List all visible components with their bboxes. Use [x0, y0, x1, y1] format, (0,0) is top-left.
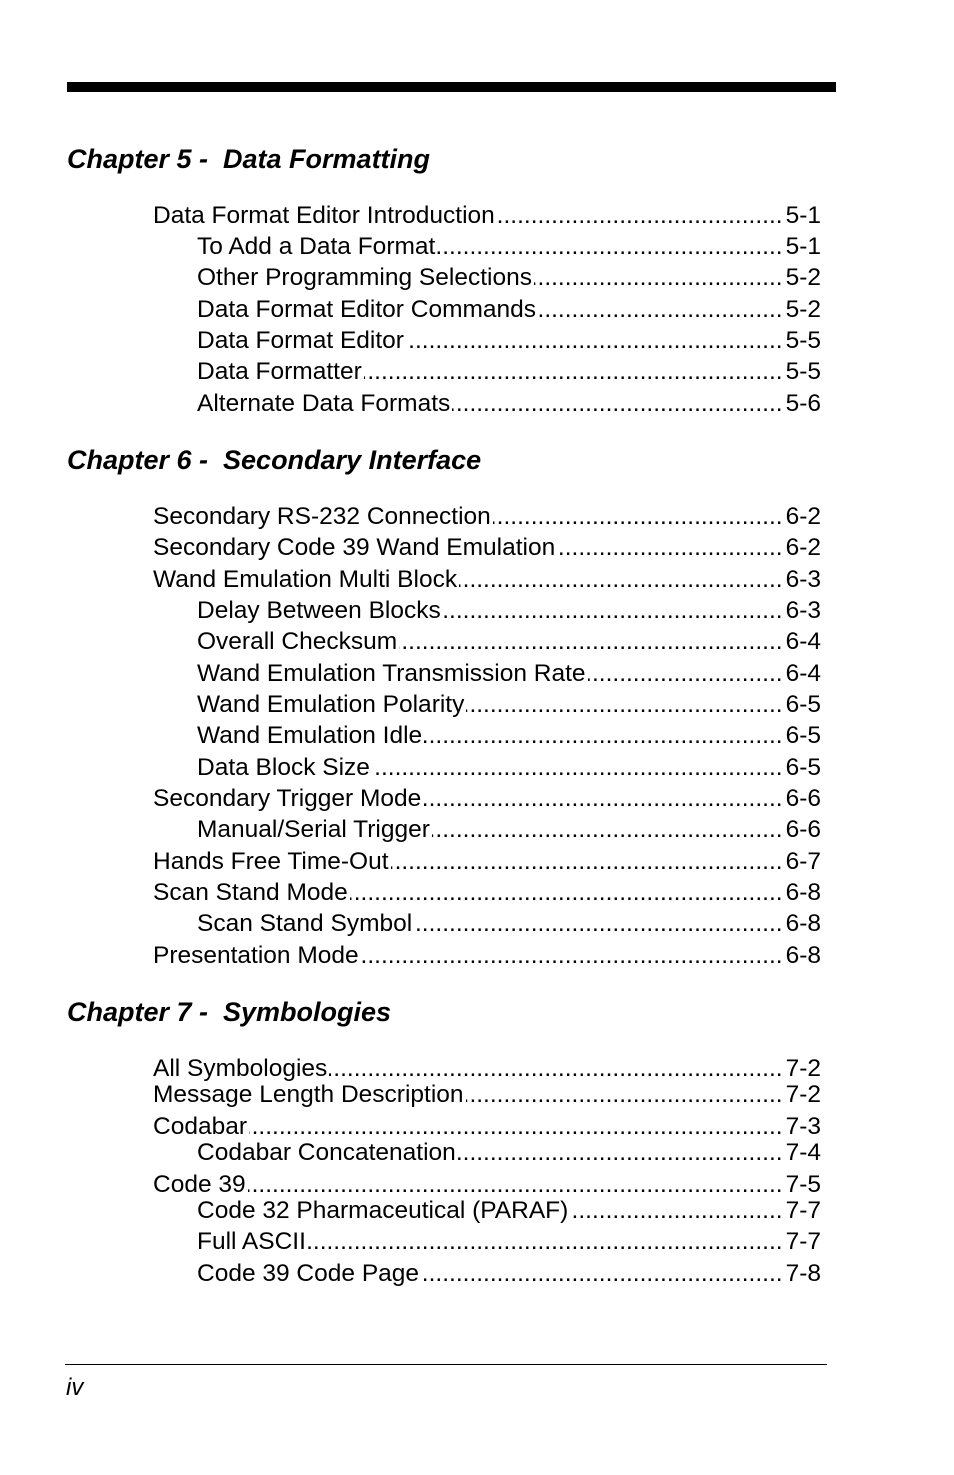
toc-entry[interactable]: [197, 596, 821, 626]
toc-entry-page: 6-3: [785, 566, 821, 593]
dot-leader: [458, 1138, 783, 1168]
dot-leader: [372, 753, 783, 783]
dot-leader: [391, 847, 783, 877]
toc-entry[interactable]: [197, 295, 821, 325]
toc-entry[interactable]: [197, 721, 821, 751]
toc-entry-title: Data Format Editor: [197, 327, 404, 354]
dot-leader: [466, 690, 782, 720]
toc-entry[interactable]: [197, 1138, 821, 1168]
toc-entry-title: Manual/Serial Trigger: [197, 816, 430, 843]
toc-entry[interactable]: [197, 690, 821, 720]
toc-entry[interactable]: [197, 1259, 821, 1289]
dot-leader: [452, 389, 782, 419]
toc-entry[interactable]: [197, 357, 821, 387]
toc-entry-title: Codabar Concatenation: [197, 1139, 456, 1166]
dot-leader: [421, 1259, 783, 1289]
toc-entry[interactable]: [197, 232, 821, 262]
toc-entry-page: 7-8: [785, 1260, 821, 1287]
toc-entry-page: 6-8: [785, 910, 821, 937]
toc-entry-title: Wand Emulation Idle: [197, 722, 423, 749]
dot-leader: [350, 878, 783, 908]
toc-entry[interactable]: [153, 502, 821, 532]
toc-entry-page: 6-2: [785, 534, 821, 561]
toc-entry-page: 7-2: [785, 1055, 821, 1082]
toc-entry-title: Secondary Code 39 Wand Emulation: [153, 534, 556, 561]
toc-entry[interactable]: [197, 627, 821, 657]
dot-leader: [308, 1227, 783, 1257]
toc-entry-page: 6-8: [785, 879, 821, 906]
toc-entry[interactable]: [153, 784, 821, 814]
top-rule: [67, 82, 836, 92]
toc-entry-page: 5-5: [785, 358, 821, 385]
toc-entry-title: Data Block Size: [197, 754, 370, 781]
toc-entry[interactable]: [153, 565, 821, 595]
toc-entry-page: 5-5: [785, 327, 821, 354]
dot-leader: [424, 721, 782, 751]
toc-entry-page: 5-2: [785, 296, 821, 323]
toc-entry[interactable]: [197, 263, 821, 293]
toc-entry-title: Hands Free Time-Out: [153, 848, 389, 875]
toc-entry-page: 5-2: [785, 264, 821, 291]
toc-entry-title: Secondary Trigger Mode: [153, 785, 422, 812]
dot-leader: [414, 909, 782, 939]
toc-entry[interactable]: [197, 815, 821, 845]
toc-entry-page: 6-3: [785, 597, 821, 624]
toc-entry-title: Alternate Data Formats: [197, 390, 451, 417]
toc-entry-title: Code 39 Code Page: [197, 1260, 420, 1287]
chapter-7-heading: Chapter 7 - Symbologies: [67, 997, 392, 1027]
dot-leader: [437, 232, 782, 262]
toc-entry-page: 6-5: [785, 691, 821, 718]
toc-entry-page: 6-5: [785, 722, 821, 749]
toc-entry[interactable]: [153, 201, 821, 231]
toc-entry-title: Data Format Editor Introduction: [153, 202, 495, 229]
toc-entry-title: Secondary RS-232 Connection: [153, 503, 491, 530]
toc-entry-page: 7-2: [785, 1081, 821, 1108]
toc-entry-page: 7-7: [785, 1197, 821, 1224]
toc-entry-page: 6-4: [785, 628, 821, 655]
toc-entry-page: 5-1: [785, 233, 821, 260]
toc-entry[interactable]: [153, 847, 821, 877]
toc-entry-title: Full ASCII: [197, 1228, 306, 1255]
toc-entry-page: 7-5: [785, 1171, 821, 1198]
toc-entry-page: 7-3: [785, 1113, 821, 1140]
toc-entry-title: Code 32 Pharmaceutical (PARAF): [197, 1197, 569, 1224]
toc-entry[interactable]: [197, 909, 821, 939]
toc-entry[interactable]: [197, 389, 821, 419]
dot-leader: [432, 815, 783, 845]
dot-leader: [493, 502, 783, 532]
toc-entry-page: 6-7: [785, 848, 821, 875]
dot-leader: [399, 627, 782, 657]
toc-entry[interactable]: [197, 326, 821, 356]
toc-entry-title: Overall Checksum: [197, 628, 398, 655]
chapter-6-heading: Chapter 6 - Secondary Interface: [67, 445, 482, 475]
toc-entry[interactable]: [153, 533, 821, 563]
toc-entry-page: 6-2: [785, 503, 821, 530]
toc-entry[interactable]: [153, 941, 821, 971]
toc-entry-page: 6-6: [785, 785, 821, 812]
toc-entry-page: 6-6: [785, 816, 821, 843]
toc-entry-title: Codabar: [153, 1113, 247, 1140]
toc-entry-page: 6-5: [785, 754, 821, 781]
dot-leader: [361, 941, 783, 971]
toc-entry[interactable]: [153, 1080, 821, 1110]
toc-entry-page: 6-8: [785, 942, 821, 969]
dot-leader: [538, 295, 783, 325]
toc-entry-title: Presentation Mode: [153, 942, 359, 969]
dot-leader: [364, 357, 783, 387]
toc-entry-title: Scan Stand Mode: [153, 879, 348, 906]
toc-entry-page: 6-4: [785, 660, 821, 687]
dot-leader: [406, 326, 783, 356]
dot-leader: [534, 263, 783, 293]
dot-leader: [443, 596, 783, 626]
chapter-5-heading: Chapter 5 - Data Formatting: [67, 144, 431, 174]
footer-rule: [65, 1364, 827, 1365]
toc-entry-title: Wand Emulation Multi Block: [153, 566, 458, 593]
toc-entry-title: To Add a Data Format: [197, 233, 436, 260]
toc-entry-title: Message Length Description: [153, 1081, 464, 1108]
toc-entry-page: 5-6: [785, 390, 821, 417]
toc-entry-page: 5-1: [785, 202, 821, 229]
toc-entry-title: All Symbologies: [153, 1055, 328, 1082]
dot-leader: [588, 659, 783, 689]
dot-leader: [497, 201, 783, 231]
toc-entry[interactable]: [197, 753, 821, 783]
toc-entry-title: Other Programming Selections: [197, 264, 532, 291]
dot-leader: [423, 784, 782, 814]
toc-entry-title: Data Formatter: [197, 358, 362, 385]
toc-entry-page: 7-4: [785, 1139, 821, 1166]
toc-entry-title: Data Format Editor Commands: [197, 296, 537, 323]
toc-entry[interactable]: [153, 878, 821, 908]
dot-leader: [557, 533, 782, 563]
dot-leader: [466, 1080, 783, 1110]
toc-entry[interactable]: [197, 659, 821, 689]
page-number: iv: [66, 1374, 84, 1401]
dot-leader: [459, 565, 782, 595]
toc-entry-title: Code 39: [153, 1171, 246, 1198]
toc-entry-page: 7-7: [785, 1228, 821, 1255]
toc-entry-title: Delay Between Blocks: [197, 597, 441, 624]
toc-entry-title: Wand Emulation Polarity: [197, 691, 465, 718]
toc-entry-title: Wand Emulation Transmission Rate: [197, 660, 586, 687]
toc-entry-title: Scan Stand Symbol: [197, 910, 413, 937]
toc-entry[interactable]: [197, 1227, 821, 1257]
dot-leader: [570, 1196, 782, 1226]
toc-entry[interactable]: [197, 1196, 821, 1226]
